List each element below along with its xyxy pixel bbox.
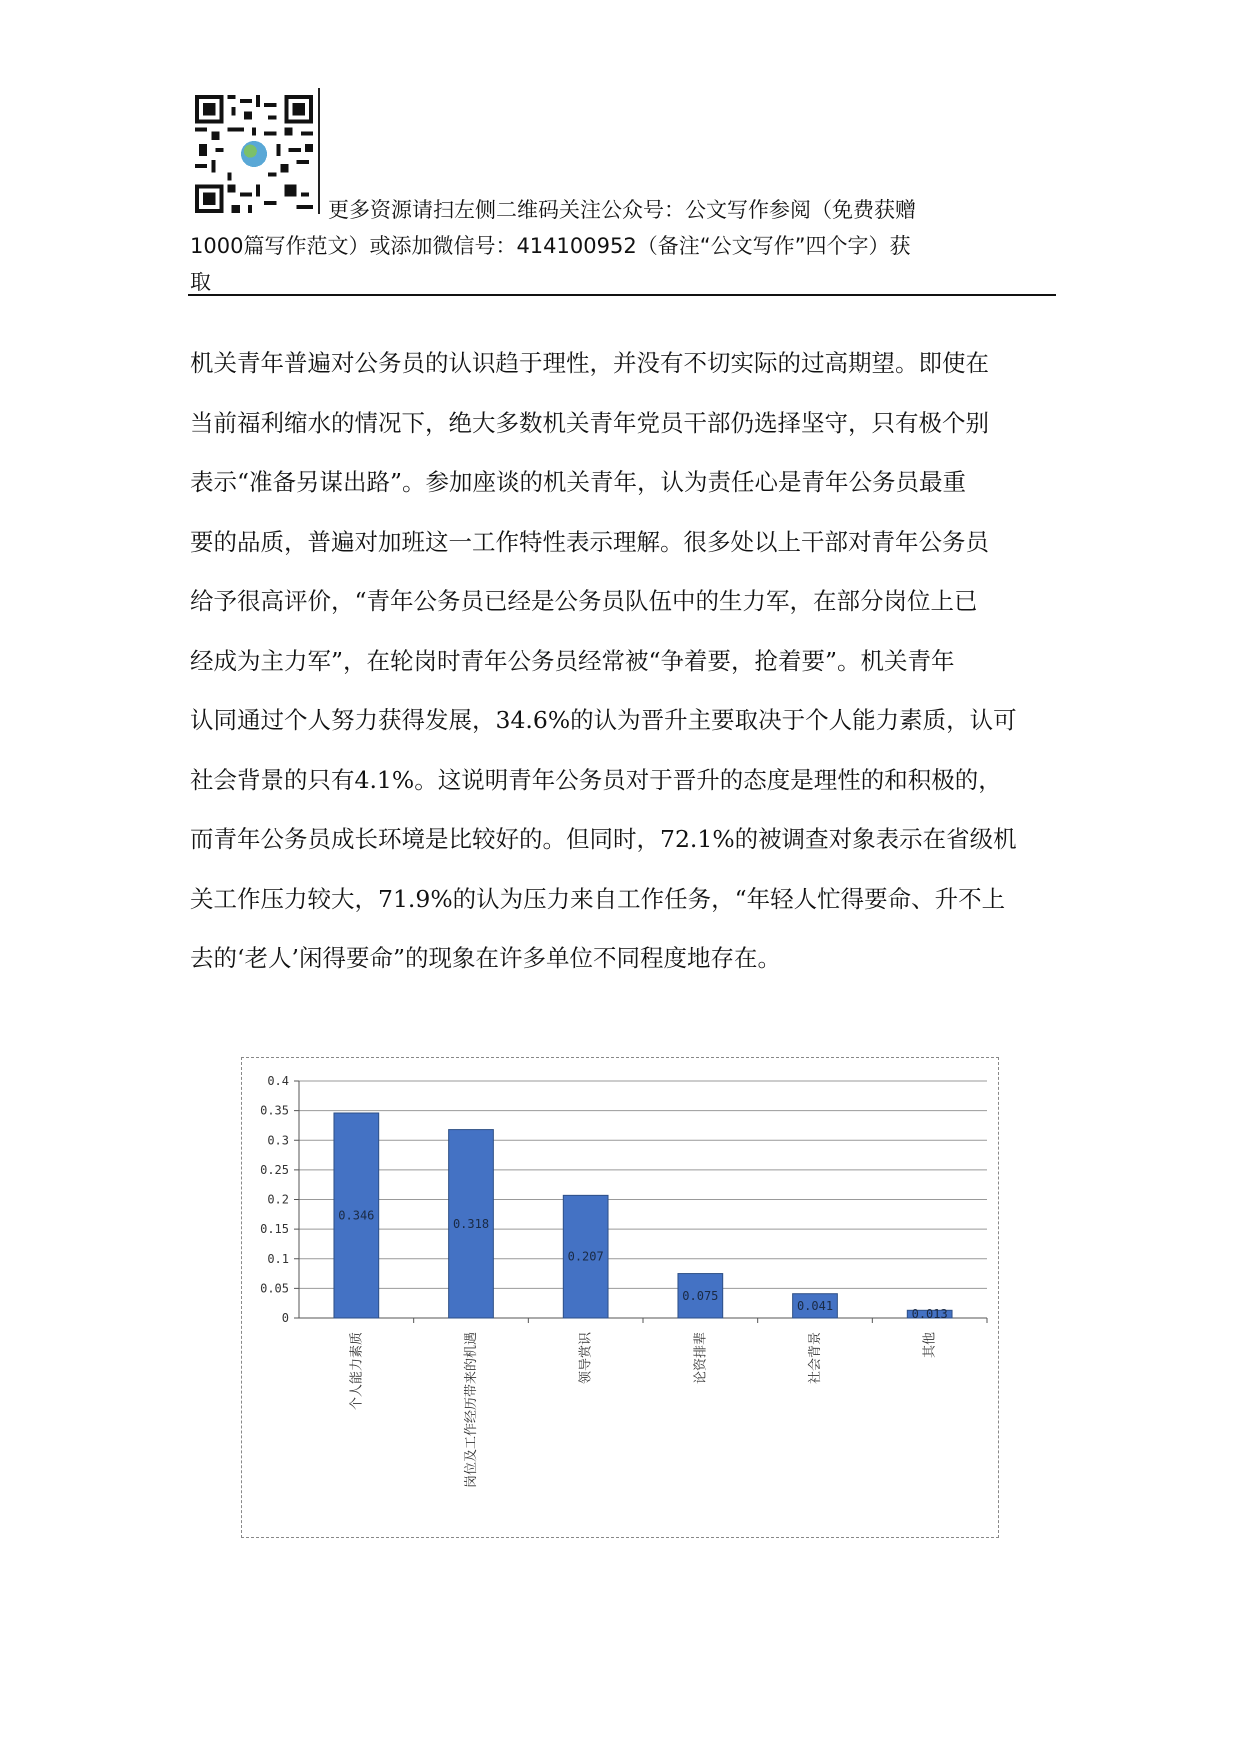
x-category-label: 个人能力素质 (349, 1332, 365, 1411)
header-rule (188, 294, 1056, 296)
body-line: 当前福利缩水的情况下，绝大多数机关青年党员干部仍选择坚守，只有极个别 (190, 408, 989, 437)
bar-data-label: 0.318 (452, 1216, 490, 1231)
body-line: 而青年公务员成长环境是比较好的。但同时，72.1%的被调查对象表示在省级机 (190, 825, 1017, 853)
body-paragraph (190, 340, 1060, 995)
bar-chart (241, 1057, 999, 1538)
x-category-label: 其他 (922, 1332, 938, 1359)
bar-data-label: 0.207 (567, 1249, 604, 1264)
bar-data-label: 0.013 (911, 1307, 948, 1322)
body-line: 机关青年普遍对公务员的认识趋于理性，并没有不切实际的过高期望。即使在 (190, 349, 989, 377)
y-tick-label: 0.4 (267, 1074, 289, 1088)
body-line: 表示“准备另谋出路”。参加座谈的机关青年，认为责任心是青年公务员最重 (190, 468, 967, 496)
bar-data-label: 0.041 (796, 1298, 834, 1313)
y-tick-label: 0.25 (260, 1162, 289, 1177)
y-tick-label: 0 (281, 1311, 289, 1325)
y-tick-label: 0.05 (260, 1281, 289, 1296)
header-promo-text (190, 192, 1060, 300)
y-tick-label: 0.2 (267, 1192, 289, 1207)
x-category-label: 论资排辈 (693, 1332, 709, 1385)
x-category-label: 岗位及工作经历带来的机遇 (464, 1332, 479, 1489)
body-line: 关工作压力较大，71.9%的认为压力来自工作任务，“年轻人忙得要命、升不上 (190, 884, 1006, 913)
bar-data-label: 0.075 (682, 1288, 719, 1303)
body-line: 社会背景的只有4.1%。这说明青年公务员对于晋升的态度是理性的和积极的， (190, 765, 1002, 794)
bar-chart-canvas (242, 1058, 998, 1537)
body-line: 要的品质，普遍对加班这一工作特性表示理解。很多处以上干部对青年公务员 (190, 527, 989, 556)
y-tick-label: 0.35 (260, 1103, 289, 1118)
body-line: 给予很高评价，“青年公务员已经是公务员队伍中的生力军，在部分岗位上已 (190, 587, 978, 615)
bar-data-label: 0.346 (338, 1208, 375, 1223)
y-tick-label: 0.15 (260, 1222, 289, 1237)
y-tick-label: 0.1 (267, 1251, 289, 1266)
x-category-label: 社会背景 (808, 1332, 823, 1385)
y-tick-label: 0.3 (267, 1133, 289, 1148)
body-line: 去的‘老人’闲得要命”的现象在许多单位不同程度地存在。 (190, 944, 781, 972)
header-line-3: 取 (190, 270, 211, 294)
body-line: 认同通过个人努力获得发展，34.6%的认为晋升主要取决于个人能力素质，认可 (190, 706, 1017, 734)
header-line-1: 更多资源请扫左侧二维码关注公众号：公文写作参阅（免费获赠 (328, 198, 916, 222)
x-category-label: 领导赏识 (578, 1332, 594, 1385)
body-line: 经成为主力军”，在轮岗时青年公务员经常被“争着要，抢着要”。机关青年 (190, 646, 955, 675)
header-line-2: 1000篇写作范文）或添加微信号：414100952（备注“公文写作”四个字）获 (190, 234, 911, 258)
